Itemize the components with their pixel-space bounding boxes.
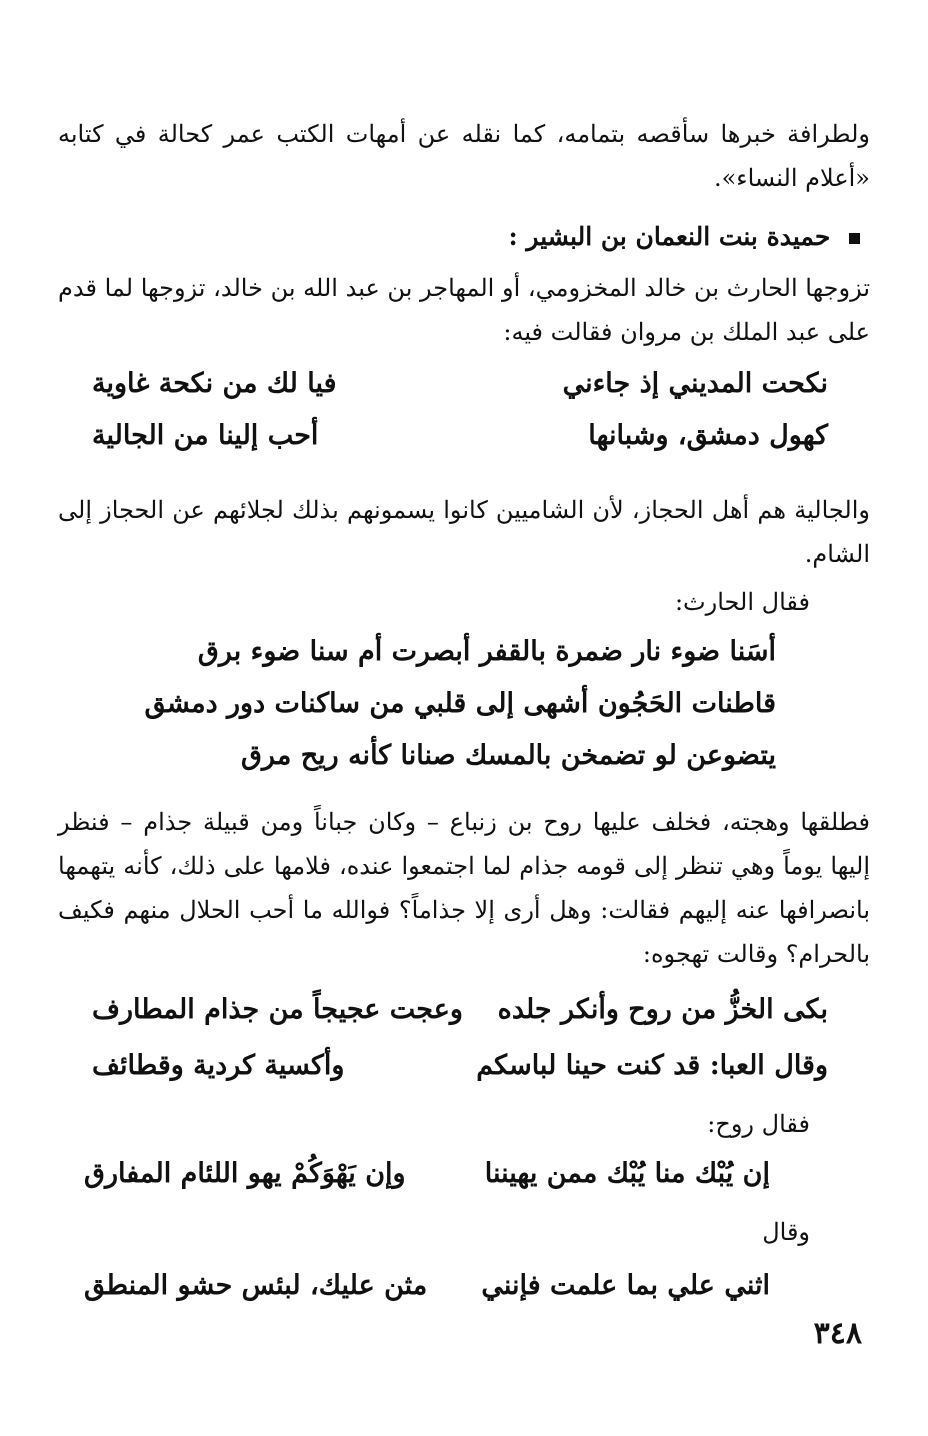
verse-1-second-hemistich: فيا لك من نكحة غاوية bbox=[92, 368, 337, 399]
verse-7-first-hemistich: وقال العبا: قد كنت حينا لباسكم bbox=[476, 1050, 828, 1081]
verse-4: قاطنات الحَجُون أشهى إلى قلبي من ساكنات دور دمشق bbox=[144, 688, 776, 719]
verse-5: يتضوعن لو تضمخن بالمسك صنانا كأنه ريح مرق bbox=[240, 740, 776, 771]
verse-3: أسَنا ضوء نار ضمرة بالقفر أبصرت أم سنا ضوء برق bbox=[197, 636, 776, 667]
verse-9-second-hemistich: مثن عليك، لبئس حشو المنطق bbox=[84, 1270, 428, 1301]
verse-6-second-hemistich: وعجت عجيجاً من جذام المطارف bbox=[92, 994, 463, 1025]
section-heading-text: حميدة بنت النعمان بن البشير : bbox=[508, 222, 831, 251]
paragraph-intro: ولطرافة خبرها سأقصه بتمامه، كما نقله عن أمهات الكتب عمر كحالة في كتابه «أعلام النساء». bbox=[58, 120, 870, 192]
paragraph-divorce: فطلقها وهجته، فخلف عليها روح بن زنباع – وكان جباناً ومن قبيلة جذام – فنظر إليها يوماً وهي تنظر إلى قومه جذام لما اجتمعوا عنده، فلامها على ذلك، كأنه يتهمها بانصرافها عنه إليهم فقالت: وهل أرى إلا جذاماً؟ فوالله ما أحب الحلال منهم فكيف بالحرام؟ وقالت تهجوه: bbox=[58, 808, 870, 968]
verse-2-first-hemistich: كهول دمشق، وشبانها bbox=[588, 420, 828, 451]
verse-8-first-hemistich: إن يُبْك منا يُبْك ممن يهيننا bbox=[484, 1158, 770, 1189]
verse-7-second-hemistich: وأكسية كردية وقطائف bbox=[92, 1050, 345, 1081]
paragraph-harith-said: فقال الحارث: bbox=[674, 588, 810, 616]
square-bullet-icon bbox=[849, 233, 860, 244]
verse-2-second-hemistich: أحب إلينا من الجالية bbox=[92, 420, 319, 451]
section-heading bbox=[508, 222, 860, 251]
page-number: ٣٤٨ bbox=[813, 1316, 862, 1351]
paragraph-rawh-said: فقال روح: bbox=[707, 1110, 810, 1138]
verse-1-first-hemistich: نكحت المديني إذ جاءني bbox=[562, 368, 828, 399]
verse-9-first-hemistich: اثني علي بما علمت فإنني bbox=[481, 1270, 770, 1301]
verse-6-first-hemistich: بكى الخزُّ من روح وأنكر جلده bbox=[497, 994, 828, 1025]
paragraph-jaliya: والجالية هم أهل الحجاز، لأن الشاميين كانوا يسمونهم بذلك لجلائهم عن الحجاز إلى الشام. bbox=[58, 496, 870, 568]
verse-8-second-hemistich: وإن يَهْوَكُمْ يهو اللئام المفارق bbox=[84, 1158, 406, 1189]
paragraph-and-said: وقال bbox=[762, 1218, 810, 1246]
paragraph-marriage: تزوجها الحارث بن خالد المخزومي، أو المهاجر بن عبد الله بن خالد، تزوجها لما قدم على عبد الملك بن مروان فقالت فيه: bbox=[58, 274, 870, 346]
